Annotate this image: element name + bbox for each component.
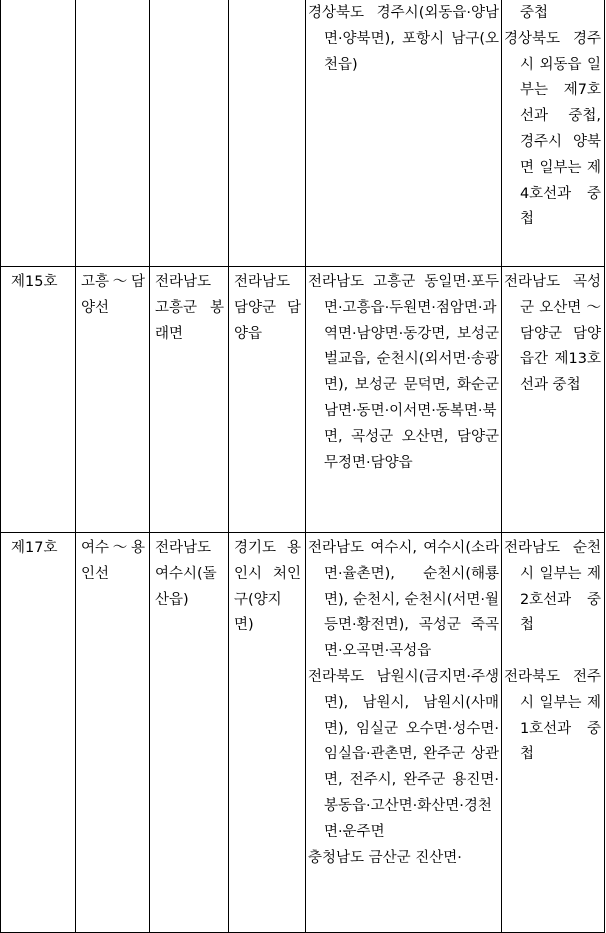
start-point-cell: 전라남도 고흥군 봉래면 — [150, 267, 229, 533]
route-number-cell: 제17호 — [1, 533, 76, 933]
end-point-cell: 전라남도 담양군 담양읍 — [229, 267, 306, 533]
route-number-cell — [1, 0, 76, 267]
end-point-cell: 경기도 용인시 처인구(양지면) — [229, 533, 306, 933]
route-name-cell: 고흥～담양선 — [76, 267, 150, 533]
table-row — [1, 533, 605, 933]
note-entry: 전라북도 전주시 일부는 제1호선과 중첩 — [504, 668, 601, 763]
note-continuation: 중첩 — [519, 5, 548, 21]
table-row — [1, 0, 605, 267]
notes-cell — [502, 267, 605, 533]
via-cell — [306, 533, 502, 933]
via-cell — [306, 267, 502, 533]
via-entry: 충청남도 금산군 진산면· — [308, 849, 462, 866]
route-number-cell: 제15호 — [1, 267, 76, 533]
end-point-cell — [229, 0, 306, 267]
route-name-cell — [76, 0, 150, 267]
notes-cell — [502, 0, 605, 267]
route-name-cell: 여수～용인선 — [76, 533, 150, 933]
note-entry: 전라남도 순천시 일부는 제2호선과 중첩 — [504, 540, 601, 634]
via-entry: 전라남도 고흥군 동일면·포두면·고흥읍·두원면·점암면·과역면·남양면·동강면, 보성군 벌교읍, 순천시(외서면·송광면), 보성군 문덕면, 화순군 남면·동면·이서면·동복면·북면, 곡성군 오산면, 담양군 무정면·담양읍 — [308, 274, 499, 471]
note-entry: 전라남도 곡성군 오산면 ～ 담양군 담양읍간 제13호선과 중첩 — [504, 274, 601, 394]
via-cell — [306, 0, 502, 267]
via-entry: 경상북도 경주시(외동읍·양남면·양북면), 포항시 남구(오천읍) — [308, 5, 499, 73]
start-point-cell: 전라남도 여수시(돌산읍) — [150, 533, 229, 933]
notes-cell — [502, 533, 605, 933]
start-point-cell — [150, 0, 229, 267]
via-entry: 전라북도 남원시(금지면·주생면), 남원시, 남원시(사매면), 임실군 오수면·성수면·임실읍·관촌면, 완주군 상관면, 전주시, 완주군 용진면·봉동읍·고산면·화산면·경천면·운주면 — [308, 668, 499, 840]
table-row — [1, 267, 605, 533]
via-entry: 전라남도 여수시, 여수시(소라면·율촌면), 순천시(해룡면), 순천시, 순천시(서면·월등면·황전면), 곡성군 죽곡면·오곡면·곡성읍 — [308, 540, 499, 660]
note-entry: 경상북도 경주시 외동읍 일부는 제7호선과 중첩, 경주시 양북면 일부는 제4호선과 중첩 — [504, 30, 601, 228]
